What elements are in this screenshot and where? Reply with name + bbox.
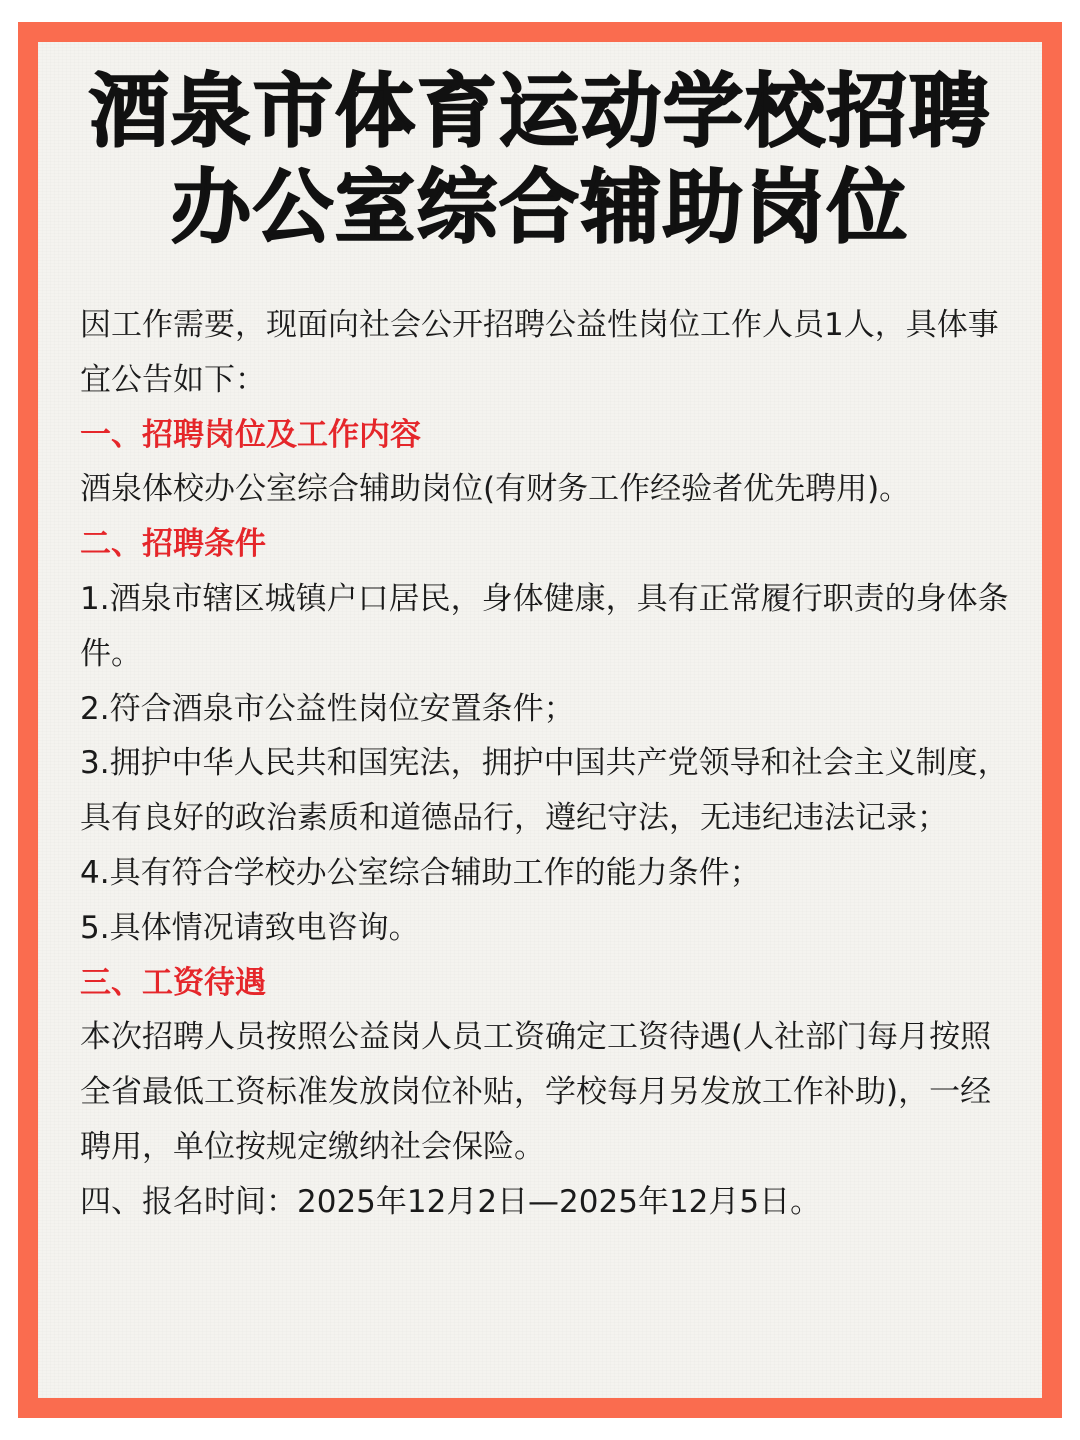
section-3-body: 本次招聘人员按照公益岗人员工资确定工资待遇(人社部门每月按照全省最低工资标准发放岗位补贴，学校每月另发放工作补助)，一经聘用，单位按规定缴纳社会保险。 [80,1019,992,1165]
condition-item-1: 1.酒泉市辖区城镇户口居民，身体健康，具有正常履行职责的身体条件。 [80,580,1009,672]
title-line-2: 办公室综合辅助岗位 [171,161,909,254]
title-line-1: 酒泉市体育运动学校招聘 [89,65,991,158]
condition-item-3: 3.拥护中华人民共和国宪法，拥护中国共产党领导和社会主义制度，具有良好的政治素质和道德品行，遵纪守法，无违纪违法记录； [80,745,1009,837]
section-3-heading: 三、工资待遇 [80,964,266,1001]
condition-item-4: 4.具有符合学校办公室综合辅助工作的能力条件； [80,854,761,891]
announcement-body [80,298,1015,1230]
condition-item-2: 2.符合酒泉市公益性岗位安置条件； [80,690,575,727]
page-title [20,64,1060,256]
intro-paragraph: 因工作需要，现面向社会公开招聘公益性岗位工作人员1人，具体事宜公告如下： [80,307,999,398]
section-2-heading: 二、招聘条件 [80,526,266,563]
section-1-heading: 一、招聘岗位及工作内容 [80,416,421,453]
section-1-body: 酒泉体校办公室综合辅助岗位(有财务工作经验者优先聘用)。 [80,471,911,508]
condition-item-5: 5.具体情况请致电咨询。 [80,909,420,946]
section-4-registration-time: 四、报名时间：2025年12月2日—2025年12月5日。 [80,1183,822,1220]
